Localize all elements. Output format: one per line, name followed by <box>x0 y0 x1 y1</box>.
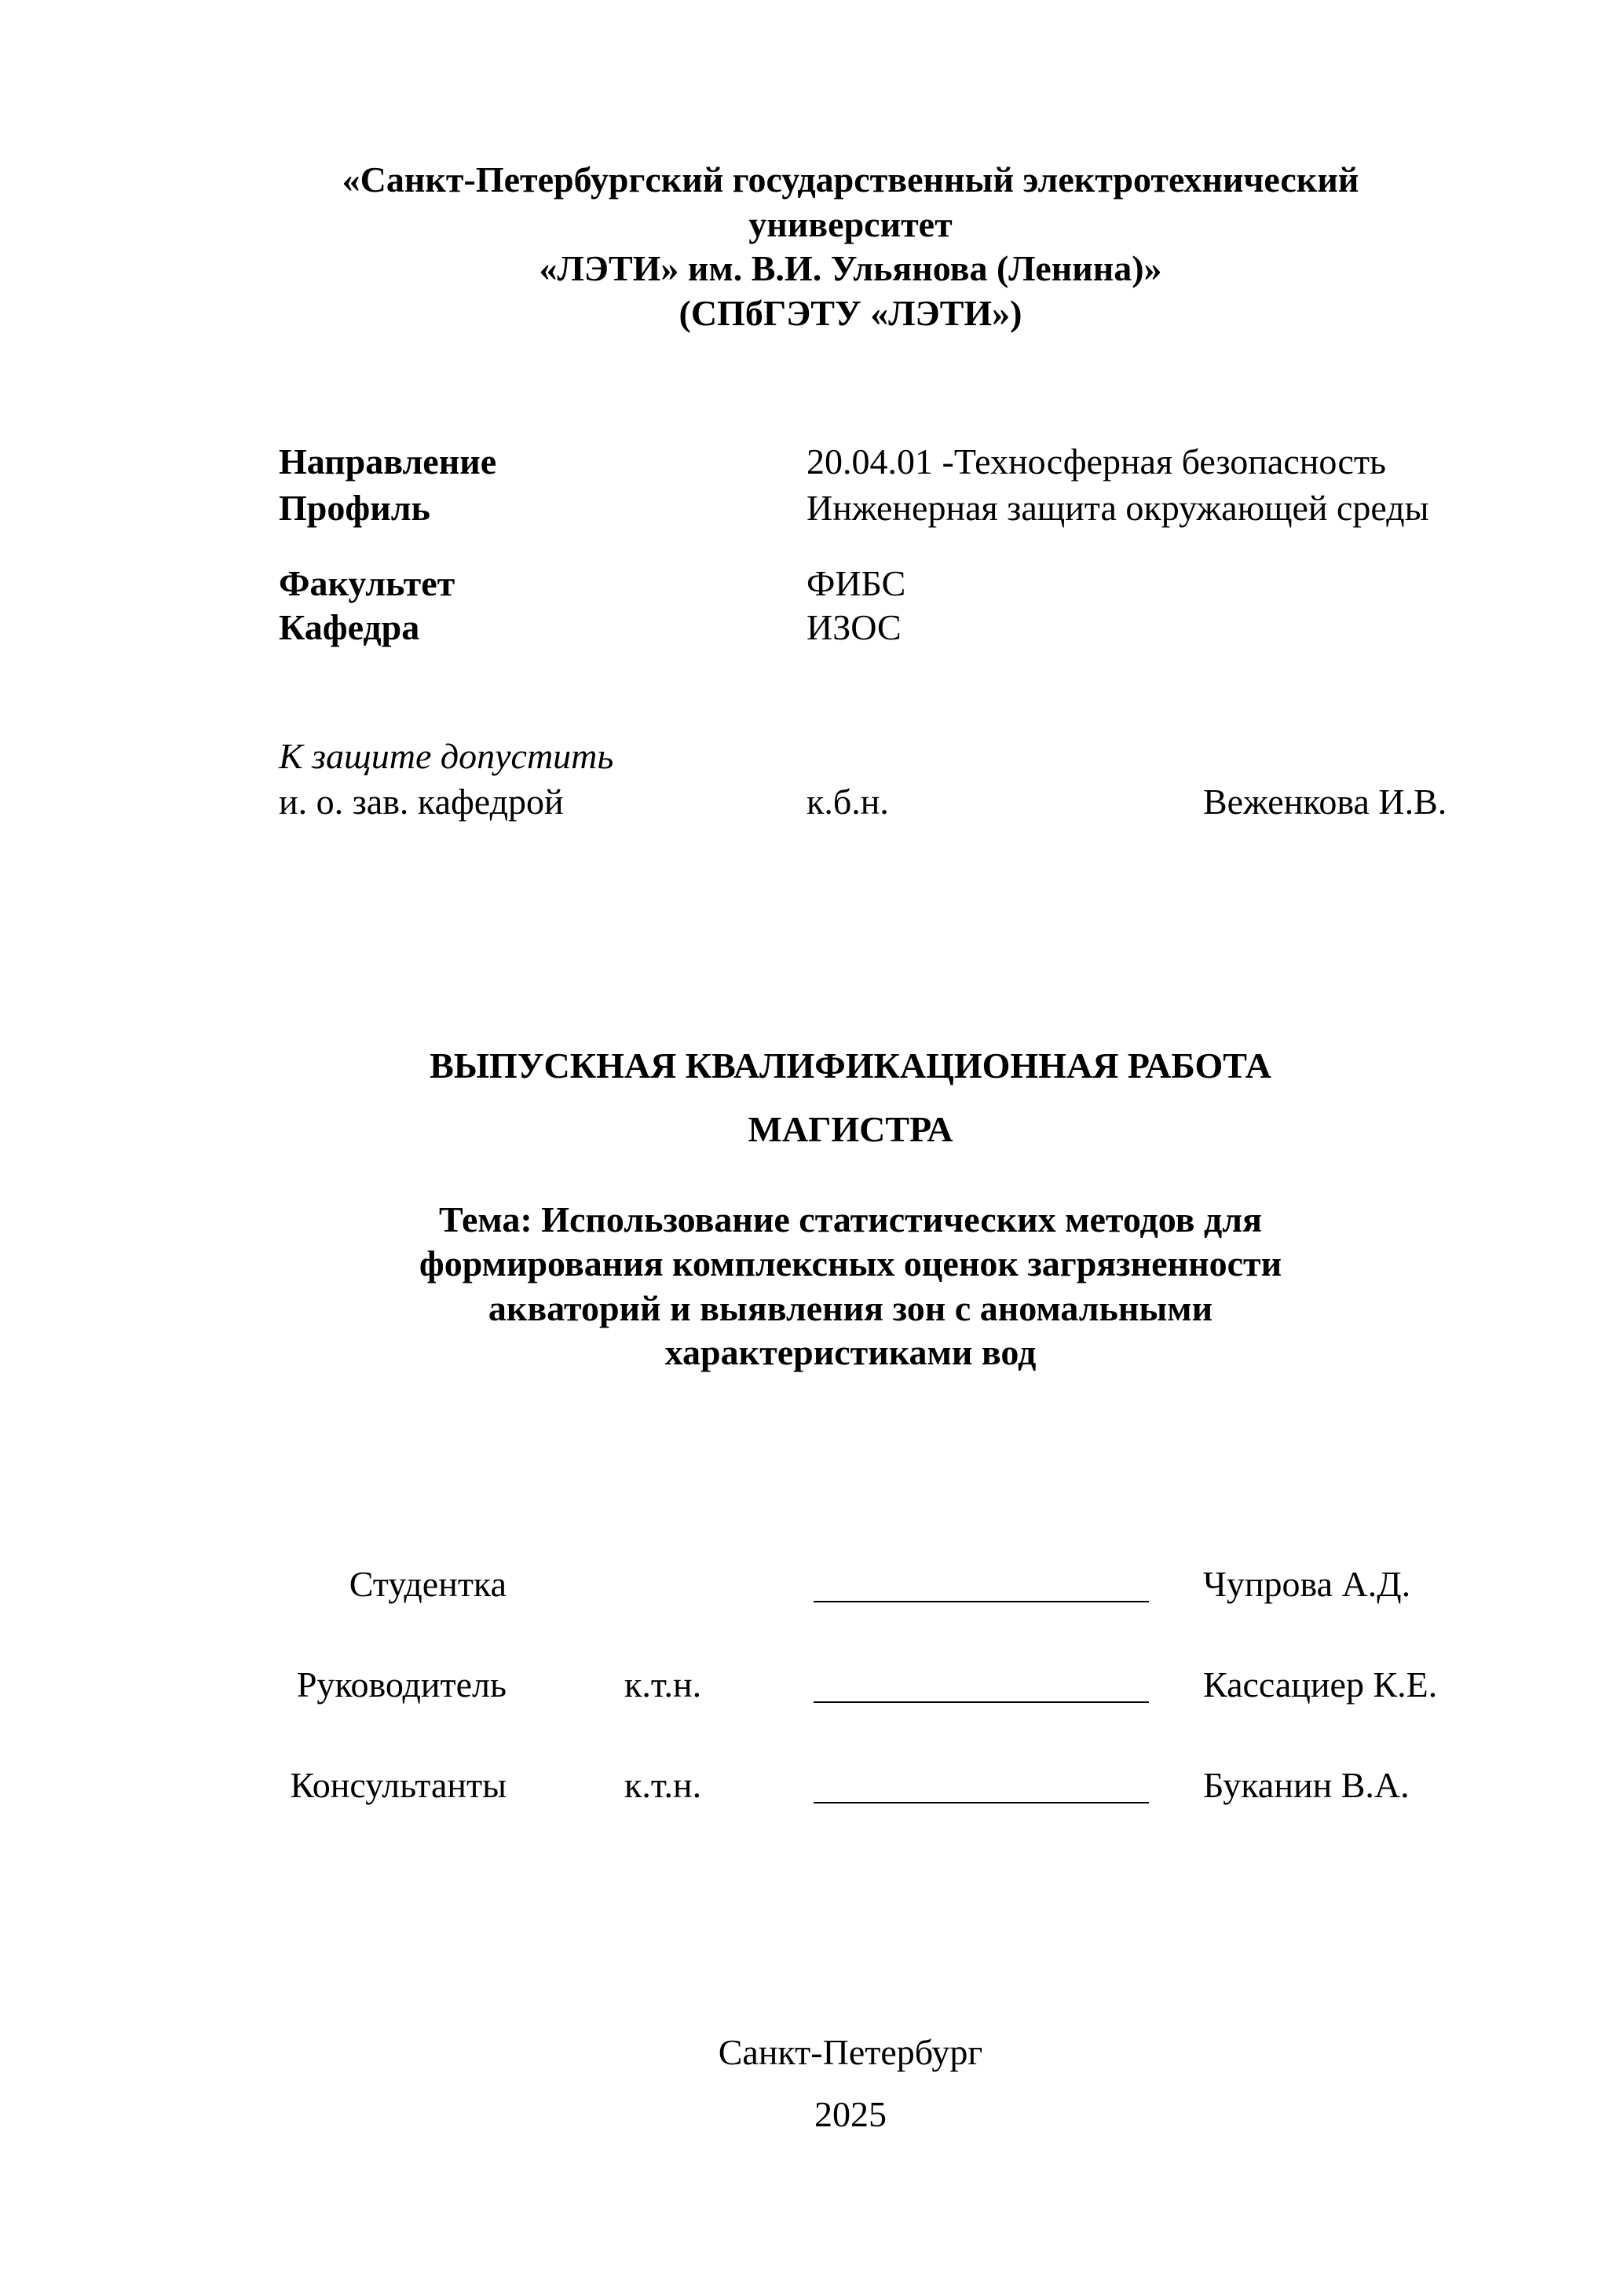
footer-city: Санкт-Петербург <box>718 2032 983 2072</box>
topic-line-1: Тема: Использование статистических методов для <box>439 1199 1262 1240</box>
university-abbreviation: (СПбГЭТУ «ЛЭТИ») <box>678 293 1022 333</box>
work-degree: МАГИСТРА <box>748 1109 953 1149</box>
consultant-role: Консультанты <box>290 1765 507 1805</box>
supervisor-degree: к.т.н. <box>624 1664 702 1705</box>
consultant-name: Буканин В.А. <box>1203 1765 1410 1805</box>
approval-title: К защите допустить <box>279 736 614 776</box>
footer-year: 2025 <box>814 2094 887 2134</box>
faculty-value: ФИБС <box>807 563 906 603</box>
topic-line-3: акваторий и выявления зон с аномальными <box>488 1288 1213 1328</box>
supervisor-signature-line <box>814 1701 1149 1703</box>
approval-name: Веженкова И.В. <box>1203 782 1447 822</box>
topic-line-2: формирования комплексных оценок загрязненности <box>419 1243 1282 1283</box>
university-name-line-2: университет <box>748 204 953 244</box>
faculty-label: Факультет <box>279 563 455 603</box>
student-role: Студентка <box>349 1564 507 1604</box>
department-value: ИЗОС <box>807 607 902 647</box>
consultant-degree: к.т.н. <box>624 1765 702 1805</box>
work-title: ВЫПУСКНАЯ КВАЛИФИКАЦИОННАЯ РАБОТА <box>430 1045 1271 1086</box>
university-name-line-1: «Санкт-Петербургский государственный электротехнический <box>342 159 1359 200</box>
profile-value: Инженерная защита окружающей среды <box>807 488 1429 528</box>
approval-degree: к.б.н. <box>807 782 889 822</box>
direction-label: Направление <box>279 441 497 482</box>
student-signature-line <box>814 1601 1149 1602</box>
topic-line-4: характеристиками вод <box>664 1332 1037 1372</box>
supervisor-role: Руководитель <box>296 1664 507 1705</box>
direction-value: 20.04.01 -Техносферная безопасность <box>807 441 1387 482</box>
department-label: Кафедра <box>279 607 420 647</box>
profile-label: Профиль <box>279 488 430 528</box>
approval-role: и. о. зав. кафедрой <box>279 782 564 822</box>
university-name-line-3: «ЛЭТИ» им. В.И. Ульянова (Ленина)» <box>539 248 1162 288</box>
student-name: Чупрова А.Д. <box>1203 1564 1411 1604</box>
consultant-signature-line <box>814 1802 1149 1803</box>
supervisor-name: Кассациер К.Е. <box>1203 1664 1438 1705</box>
